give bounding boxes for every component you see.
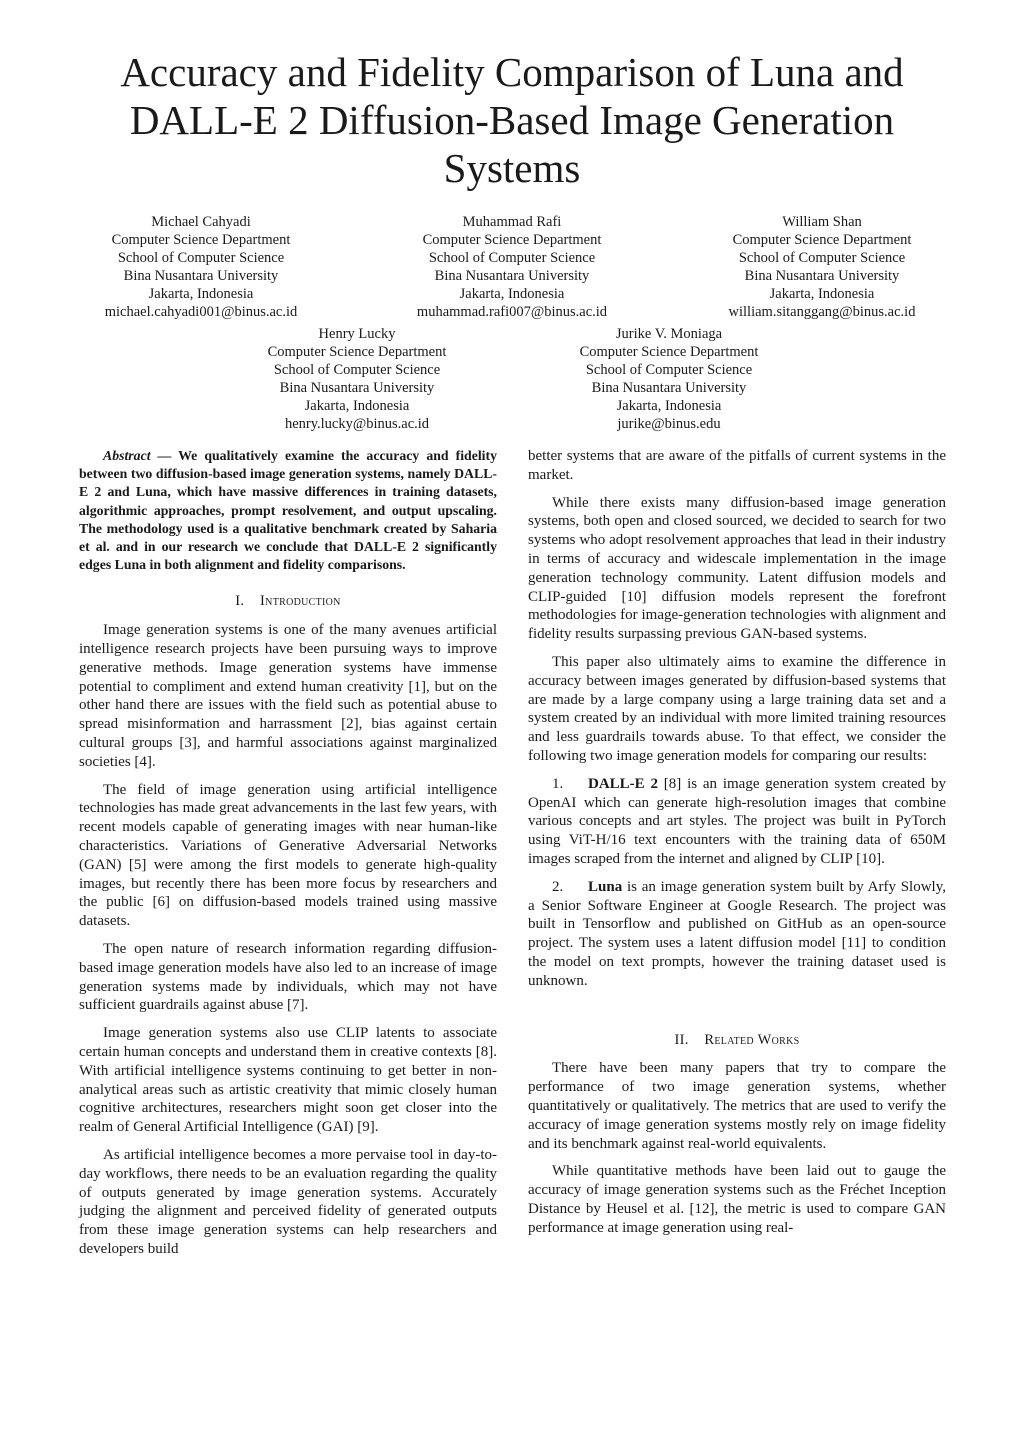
author-name: Muhammad Rafi xyxy=(462,214,562,230)
left-column xyxy=(79,447,497,1268)
author-school: School of Computer Science xyxy=(585,362,753,378)
author-school: School of Computer Science xyxy=(273,362,441,378)
author-name: Henry Lucky xyxy=(318,326,396,342)
section-heading xyxy=(79,592,497,611)
section-title: Introduction xyxy=(260,593,341,610)
author-university: Bina Nusantara University xyxy=(591,380,747,396)
author-block xyxy=(539,325,799,433)
author-dept: Computer Science Department xyxy=(732,232,912,248)
author-email: michael.cahyadi001@binus.ac.id xyxy=(104,304,298,320)
author-email: henry.lucky@binus.ac.id xyxy=(284,416,430,432)
author-university: Bina Nusantara University xyxy=(279,380,435,396)
author-block xyxy=(382,213,642,321)
paragraph: While quantitative methods have been laid out to gauge the accuracy of image generation systems such as the Fréchet Inception Distance by Heusel et al. [12], the metric is used to compare GAN performance at image generation using real- xyxy=(528,1163,946,1236)
list-number: 2. xyxy=(552,878,564,895)
list-item xyxy=(528,878,946,991)
list-text: [8] is an image generation system created by OpenAI which can generate high-resolution images that combine various concepts and art styles. The project was built in PyTorch using ViT-H/16 text encounters with the training data of 650M images scraped from the internet and aligned by CLIP [10]. xyxy=(528,775,946,867)
paragraph: The open nature of research information regarding diffusion-based image generation models have also led to an increase of image generation systems made by individuals, which may not have sufficient guardrails against abuse [7]. xyxy=(79,940,497,1014)
author-email: william.sitanggang@binus.ac.id xyxy=(728,304,916,320)
abstract-text: — We qualitatively examine the accuracy and fidelity between two diffusion-based image generation systems, namely DALL-E 2 and Luna, which have massive differences in training datasets, algorithmic approaches, prompt resolvement, and output upscaling. The methodology used is a qualitative benchmark created by Saharia et al. and in our research we conclude that DALL-E 2 significantly edges Luna in both alignment and fidelity comparisons. xyxy=(79,448,497,573)
author-email: muhammad.rafi007@binus.ac.id xyxy=(416,304,608,320)
author-university: Bina Nusantara University xyxy=(434,268,590,284)
author-city: Jakarta, Indonesia xyxy=(616,398,722,414)
list-text: is an image generation system built by Arfy Slowly, a Senior Software Engineer at Google Research. The project was built in Tensorflow and published on GitHub as an open-source project. The system uses a latent diffusion model [11] to condition the model on text prompts, however the training dataset used is unknown. xyxy=(528,878,946,989)
section-title: Related Works xyxy=(704,1031,800,1048)
author-block xyxy=(692,213,952,321)
paragraph: As artificial intelligence becomes a more pervaise tool in day-to-day workflows, there needs to be an evaluation regarding the quality of outputs generated by image generation systems. Accurately judging the alignment and perceived fidelity of generated outputs from these image generation systems can help researchers and developers build xyxy=(79,1146,497,1257)
section-numeral: II. xyxy=(674,1031,689,1048)
paragraph: While there exists many diffusion-based image generation systems, both open and closed sourced, we decided to search for two systems who adopt resolvement approaches that lead in their industry in terms of accuracy and widescale implementation in the image generation technology community. Latent diffusion models and CLIP-guided [10] diffusion models represent the forefront methodologies for image-generation technologies with alignment and fidelity results surpassing previous GAN-based systems. xyxy=(528,494,946,643)
author-dept: Computer Science Department xyxy=(267,344,447,360)
author-city: Jakarta, Indonesia xyxy=(769,286,875,302)
list-number: 1. xyxy=(552,775,564,792)
list-item xyxy=(528,775,946,869)
section-numeral: I. xyxy=(235,593,245,610)
abstract-label: Abstract xyxy=(103,448,151,463)
abstract xyxy=(79,447,497,574)
author-city: Jakarta, Indonesia xyxy=(304,398,410,414)
paragraph: Image generation systems is one of the many avenues artificial intelligence research projects have been pursuing ways to improve generative methods. Image generation systems have immense potential to compliment and extend human creativity [1], but on the other hand there are issues with the field such as potential abuse to spread misinformation and harrassment [2], bias against certain cultural groups [3], and harmful associations against marginalized societies [4]. xyxy=(79,622,497,770)
right-column xyxy=(528,447,946,1246)
author-school: School of Computer Science xyxy=(428,250,596,266)
model-name: Luna xyxy=(588,878,623,895)
author-university: Bina Nusantara University xyxy=(123,268,279,284)
author-dept: Computer Science Department xyxy=(579,344,759,360)
author-school: School of Computer Science xyxy=(117,250,285,266)
paragraph: better systems that are aware of the pitfalls of current systems in the market. xyxy=(528,448,946,483)
author-block xyxy=(71,213,331,321)
author-city: Jakarta, Indonesia xyxy=(148,286,254,302)
paper-title: Accuracy and Fidelity Comparison of Luna and DALL-E 2 Diffusion-Based Image Generation Systems xyxy=(120,49,904,191)
author-name: Jurike V. Moniaga xyxy=(615,326,723,342)
author-dept: Computer Science Department xyxy=(422,232,602,248)
paragraph: Image generation systems also use CLIP latents to associate certain human concepts and understand them in creative contexts [8]. With artificial intelligence systems continuing to get better in non-analytical areas such as artistic creativity that mimic closely human cognitive architectures, researchers might soon get closer into the realm of General Artificial Intelligence (GAI) [9]. xyxy=(79,1025,497,1136)
paragraph: This paper also ultimately aims to examine the difference in accuracy between images generated by diffusion-based systems that are made by a large company using a large training data set and a system created by an individual with more limited training resources and less guardrails towards abuse. To that effect, we consider the following two image generation models for comparing our results: xyxy=(528,653,946,764)
author-name: Michael Cahyadi xyxy=(151,214,251,230)
paragraph: The field of image generation using artificial intelligence technologies has made great advancements in the last few years, with recent models capable of generating images with near human-like characteristics. Variations of Generative Adversarial Networks (GAN) [5] were among the first models to generate high-quality images, but recently there has been more focus by researchers and the public [6] on diffusion-based models trained using massive datasets. xyxy=(79,781,497,930)
author-block xyxy=(227,325,487,433)
author-email: jurike@binus.edu xyxy=(617,416,721,432)
author-dept: Computer Science Department xyxy=(111,232,291,248)
author-school: School of Computer Science xyxy=(738,250,906,266)
paragraph: There have been many papers that try to compare the performance of two image generation systems, whether quantitatively or qualitatively. The metrics that are used to verify the accuracy of image generation systems mostly rely on image fidelity and its benchmark against real-world equivalents. xyxy=(528,1060,946,1152)
model-name: DALL-E 2 xyxy=(588,775,658,792)
author-name: William Shan xyxy=(782,214,862,230)
section-heading xyxy=(528,1031,946,1050)
author-university: Bina Nusantara University xyxy=(744,268,900,284)
author-city: Jakarta, Indonesia xyxy=(459,286,565,302)
